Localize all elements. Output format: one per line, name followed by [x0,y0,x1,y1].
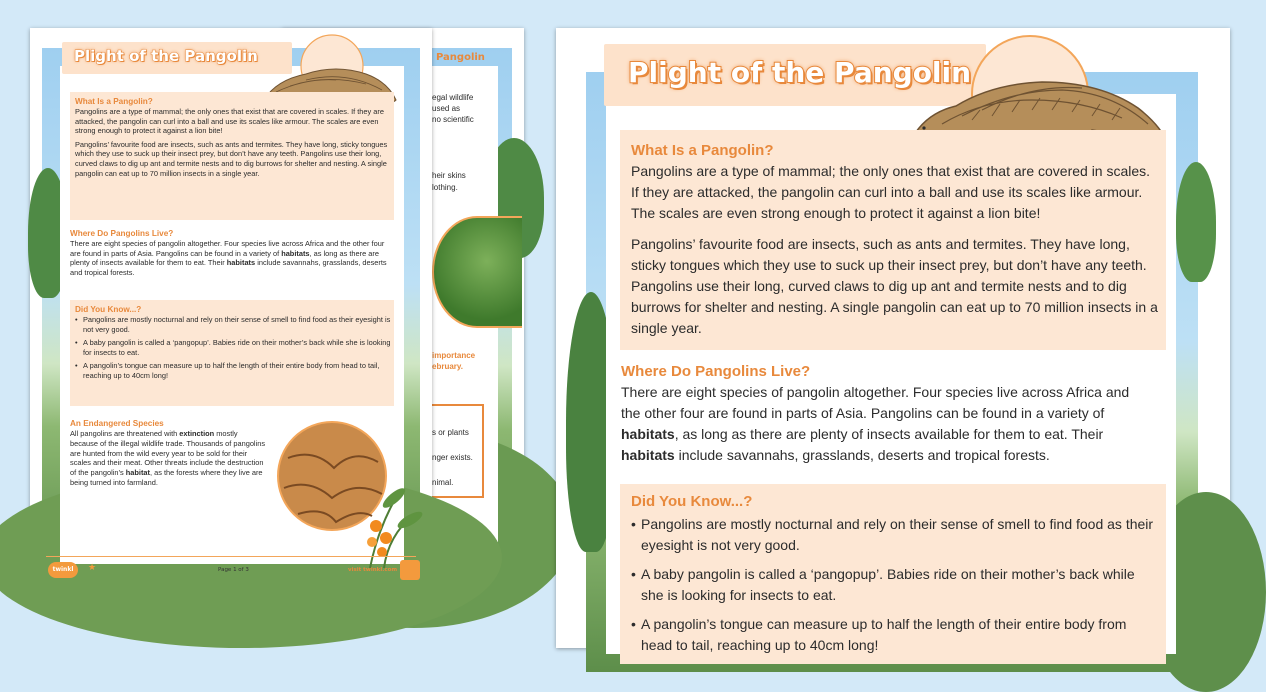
what-p1: Pangolins are a type of mammal; the only ones that exist that are covered in scales. If they are attacked, the pangolin can curl into a ball and use its scales like armour. The scales are even strong enough to protect it against a lion bite! [631,163,1151,221]
back-photo [432,216,522,328]
footer-url[interactable]: visit twinkl.com [348,567,398,573]
back-text-2 [432,170,466,194]
didyouknow-heading-small: Did You Know...? [75,305,142,314]
where-text-2: , as long as there are plenty of insects available for them to eat. Their [674,426,1104,442]
fact-text: A baby pangolin is called a ‘pangopup’. Babies ride on their mother’s back while she is looking for insects to eat. [641,566,1135,603]
where-text-1: There are eight species of pangolin altogether. Four species live across Africa and the other four are found in parts of Asia. Pangolins can be found in a variety of [70,239,385,258]
tree [1176,162,1216,282]
didyouknow-section [631,492,1161,656]
where-body [621,382,1151,466]
endangered-text-1: All pangolins are threatened with [70,429,180,438]
endangered-section-small [70,418,266,488]
where-section-small [70,228,392,277]
front-page-zoomed [556,28,1230,653]
star-icon: ★ [88,563,97,573]
fact-text: A pangolin’s tongue can measure up to half the length of their entire body from head to tail, reaching up to 40cm long! [641,616,1127,653]
back-text-3 [432,350,475,372]
pangolin-scales-photo [274,418,424,578]
back-frag-1: egal wildlife [432,93,474,102]
where-text-1: There are eight species of pangolin altogether. Four species live across Africa and the other four are found in parts of Asia. Pangolins can be found in a variety of [621,384,1130,421]
where-section [621,362,1151,466]
fact-text: Pangolins are mostly nocturnal and rely on their sense of smell to find food as their eyesight is not very good. [641,516,1154,553]
where-bold-2: habitats [621,447,675,463]
where-text-3: include savannahs, grasslands, deserts and tropical forests. [674,447,1050,463]
where-text-2: , as long as there are plenty of insects available for them to eat. Their [70,248,379,268]
didyouknow-heading: Did You Know...? [631,493,753,510]
document-title-small: Plight of the Pangolin [74,47,258,65]
what-section-small [75,96,393,178]
back-frag-7: ebruary. [432,362,463,371]
back-frag-6: importance [432,351,476,360]
fact-text: Pangolins are mostly nocturnal and rely on their sense of smell to find food as their eyesight is not very good. [83,315,391,334]
back-frag-3: no scientific [432,115,474,124]
back-frag-8: s or plants [432,428,469,437]
what-p1-small: Pangolins are a type of mammal; the only ones that exist that are covered in scales. If they are attacked, the pangolin can curl into a ball and use its scales like armour. The scales are even strong enough to protect it against a lion bite! [75,107,384,136]
back-text-1 [432,92,512,125]
endangered-bold-1: extinction [179,429,215,438]
page-number: Page 1 of 3 [218,567,249,573]
where-heading-small: Where Do Pangolins Live? [70,229,174,238]
list-item: • Pangolins are mostly nocturnal and rely on their sense of smell to find food as their eyesight is not very good. [75,315,391,334]
endangered-body-small [70,429,266,488]
front-page-thumbnail [30,28,432,600]
endangered-text-3: , as the forests where they live are being turned into farmland. [70,468,263,487]
where-text-3: include savannahs, grasslands, deserts and tropical forests. [70,258,387,277]
fact-text: A pangolin’s tongue can measure up to half the length of their entire body from head to tail, reaching up to 40cm long! [83,361,380,380]
endangered-text-2: mostly because of the illegal wildlife trade. Thousands of pangolins are hunted from the wild every year to be sold for their scales and their meat. Other threats include the destruction of the pangolin’s [70,429,266,478]
twinkl-logo[interactable]: twinkl [48,562,78,578]
what-p2-small: Pangolins’ favourite food are insects, such as ants and termites. They have long, sticky tongues which they use to suck up their insect prey, but don’t have any teeth. Pangolins use their long, curved claws to dig up ant and termite nests and to dig burrows for shelter and nesting. A single pangolin can eat up to 70 million insects in a single year. [75,139,388,178]
twinkl-badge-icon [400,560,420,580]
where-bold-1: habitats [281,248,310,258]
fact-text: A baby pangolin is called a ‘pangopup’. Babies ride on their mother’s back while she is looking for insects to eat. [83,338,391,357]
what-heading-small: What Is a Pangolin? [75,97,153,106]
back-page-title: Pangolin [436,52,485,63]
document-title: Plight of the Pangolin [628,56,972,89]
list-item: • Pangolins are mostly nocturnal and rely on their sense of smell to find food as their eyesight is not very good. [631,516,1154,553]
didyouknow-section-small [75,304,391,381]
list-item: • A pangolin’s tongue can measure up to half the length of their entire body from head to tail, reaching up to 40cm long! [75,361,380,380]
didyouknow-list [631,514,1161,656]
what-heading: What Is a Pangolin? [631,142,774,159]
endangered-bold-2: habitat [125,468,150,478]
what-p2: Pangolins’ favourite food are insects, such as ants and termites. They have long, sticky tongues which they use to suck up their insect prey, but don’t have any teeth. Pangolins use their long, curved claws to dig up ant and termite nests and to dig burrows for shelter and nesting. A single pangolin can eat up to 70 million insects in a single year. [631,236,1158,336]
back-frag-10: nimal. [432,478,454,487]
didyouknow-list-small [75,315,391,381]
list-item: • A baby pangolin is called a ‘pangopup’. Babies ride on their mother’s back while she is looking for insects to eat. [631,566,1135,603]
where-body-small [70,239,392,277]
list-item: • A baby pangolin is called a ‘pangopup’. Babies ride on their mother’s back while she is looking for insects to eat. [75,338,391,357]
back-text-4 [432,420,473,495]
endangered-heading-small: An Endangered Species [70,419,164,428]
footer-line [46,556,416,557]
back-frag-2: used as [432,104,461,113]
back-frag-5: lothing. [432,183,458,192]
list-item: • A pangolin’s tongue can measure up to half the length of their entire body from head to tail, reaching up to 40cm long! [631,616,1127,653]
where-heading: Where Do Pangolins Live? [621,363,811,380]
back-frag-9: nger exists. [432,453,473,462]
where-bold-2: habitats [226,258,256,268]
where-bold-1: habitats [621,426,675,442]
what-section [631,141,1161,339]
back-frag-4: heir skins [432,171,466,180]
